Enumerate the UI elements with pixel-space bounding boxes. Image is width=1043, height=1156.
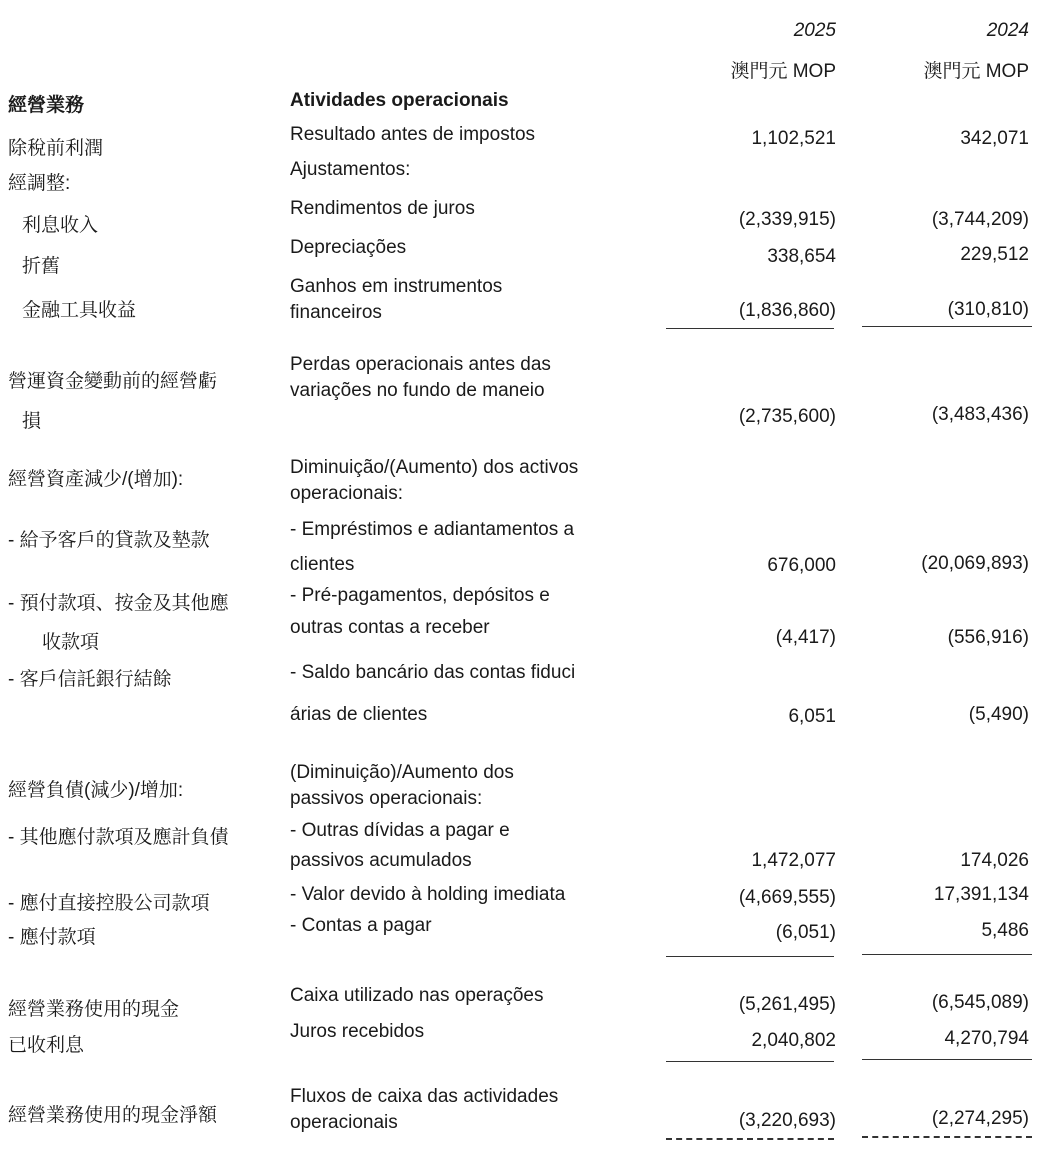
value-2025: (3,220,693)	[738, 1110, 836, 1131]
value-2025: (2,339,915)	[738, 209, 836, 230]
row-label-pt-line2: árias de clientes	[290, 704, 428, 725]
row-label-pt-line1: Diminuição/(Aumento) dos activos	[290, 457, 579, 478]
row-label-pt-line2: outras contas a receber	[290, 617, 490, 638]
row-label-pt: Resultado antes de impostos	[290, 124, 536, 145]
row-label-zh: 折舊	[22, 256, 61, 277]
subtotal-underline-2025	[666, 1061, 834, 1062]
row-label-pt-line1: Fluxos de caixa das actividades	[290, 1086, 559, 1107]
row-label-pt-line1: - Pré-pagamentos, depósitos e	[290, 585, 550, 606]
row-label-pt-line1: Ganhos em instrumentos	[290, 276, 503, 297]
row-label-zh: - 客戶信託銀行結餘	[8, 669, 172, 690]
row-label-pt: Juros recebidos	[290, 1021, 425, 1042]
row-label-pt-line2: financeiros	[290, 302, 382, 323]
value-2025: 1,472,077	[751, 850, 836, 871]
row-label-zh: - 給予客戶的貸款及墊款	[8, 530, 210, 551]
value-2024: 17,391,134	[933, 884, 1029, 905]
row-label-zh: 經營負債(減少)/增加:	[8, 780, 184, 801]
row-label-zh-line2: 收款項	[42, 632, 100, 653]
row-label-zh: 利息收入	[22, 215, 99, 236]
value-2024: (6,545,089)	[931, 992, 1029, 1013]
value-2025: 338,654	[767, 246, 836, 267]
row-label-pt-line2: variações no fundo de maneio	[290, 380, 545, 401]
value-2024: (310,810)	[947, 299, 1029, 320]
value-2024: (3,744,209)	[931, 209, 1029, 230]
value-2024: 4,270,794	[944, 1028, 1029, 1049]
value-2025: (4,669,555)	[738, 887, 836, 908]
value-2024: (556,916)	[947, 627, 1029, 648]
subtotal-underline-2025	[666, 956, 834, 957]
row-label-pt: Rendimentos de juros	[290, 198, 475, 219]
value-2024: (20,069,893)	[921, 553, 1029, 574]
subtotal-underline-2024	[862, 1059, 1032, 1060]
value-2025: 2,040,802	[751, 1030, 836, 1051]
row-label-zh: 金融工具收益	[22, 300, 137, 321]
row-label-pt: - Contas a pagar	[290, 915, 432, 936]
row-label-pt: Ajustamentos:	[290, 159, 411, 180]
value-2024: 5,486	[981, 920, 1029, 941]
row-label-zh-line2: 損	[22, 411, 42, 432]
row-label-zh: 已收利息	[8, 1035, 85, 1056]
value-2025: (1,836,860)	[738, 300, 836, 321]
value-2025: 6,051	[788, 706, 836, 727]
value-2025: (4,417)	[775, 627, 836, 648]
row-label-pt: Depreciações	[290, 237, 407, 258]
row-label-zh: - 應付直接控股公司款項	[8, 893, 210, 914]
row-label-zh: - 其他應付款項及應計負債	[8, 827, 229, 848]
section-title-zh: 經營業務	[8, 95, 85, 116]
year-header-2024: 2024	[986, 20, 1029, 41]
row-label-pt-line1: (Diminuição)/Aumento dos	[290, 762, 514, 783]
row-label-zh-line1: 營運資金變動前的經營虧	[8, 371, 218, 392]
row-label-pt-line2: operacionais	[290, 1112, 398, 1133]
currency-header-2024: 澳門元 MOP	[923, 61, 1029, 82]
row-label-zh: 經營業務使用的現金淨額	[8, 1105, 218, 1126]
row-label-pt-line1: - Empréstimos e adiantamentos a	[290, 519, 575, 540]
row-label-zh: 除稅前利潤	[8, 138, 104, 159]
value-2025: (6,051)	[775, 922, 836, 943]
value-2024: (5,490)	[968, 704, 1029, 725]
row-label-zh: - 應付款項	[8, 927, 96, 948]
row-label-pt: - Valor devido à holding imediata	[290, 884, 566, 905]
row-label-pt-line1: Perdas operacionais antes das	[290, 354, 551, 375]
total-double-underline-2024	[862, 1136, 1032, 1138]
value-2024: 342,071	[960, 128, 1029, 149]
value-2024: (2,274,295)	[931, 1108, 1029, 1129]
value-2025: (2,735,600)	[738, 406, 836, 427]
row-label-zh: 經調整:	[8, 173, 71, 194]
year-header-2025: 2025	[793, 20, 836, 41]
value-2024: (3,483,436)	[931, 404, 1029, 425]
value-2025: 676,000	[767, 555, 836, 576]
subtotal-underline-2024	[862, 326, 1032, 327]
value-2025: (5,261,495)	[738, 994, 836, 1015]
row-label-pt-line2: passivos acumulados	[290, 850, 472, 871]
row-label-pt-line2: passivos operacionais:	[290, 788, 483, 809]
row-label-pt-line2: clientes	[290, 554, 355, 575]
currency-header-2025: 澳門元 MOP	[730, 61, 836, 82]
row-label-pt-line1: - Outras dívidas a pagar e	[290, 820, 510, 841]
subtotal-underline-2025	[666, 328, 834, 329]
row-label-zh: 經營業務使用的現金	[8, 999, 180, 1020]
subtotal-underline-2024	[862, 954, 1032, 955]
value-2024: 174,026	[960, 850, 1029, 871]
total-double-underline-2025	[666, 1138, 834, 1140]
section-title-pt: Atividades operacionais	[290, 90, 509, 111]
value-2024: 229,512	[960, 244, 1029, 265]
value-2025: 1,102,521	[751, 128, 836, 149]
row-label-pt-line2: operacionais:	[290, 483, 404, 504]
row-label-zh: 經營資產減少/(增加):	[8, 469, 184, 490]
row-label-zh-line1: - 預付款項、按金及其他應	[8, 593, 229, 614]
row-label-pt-line1: - Saldo bancário das contas fiduci	[290, 662, 576, 683]
row-label-pt: Caixa utilizado nas operações	[290, 985, 544, 1006]
